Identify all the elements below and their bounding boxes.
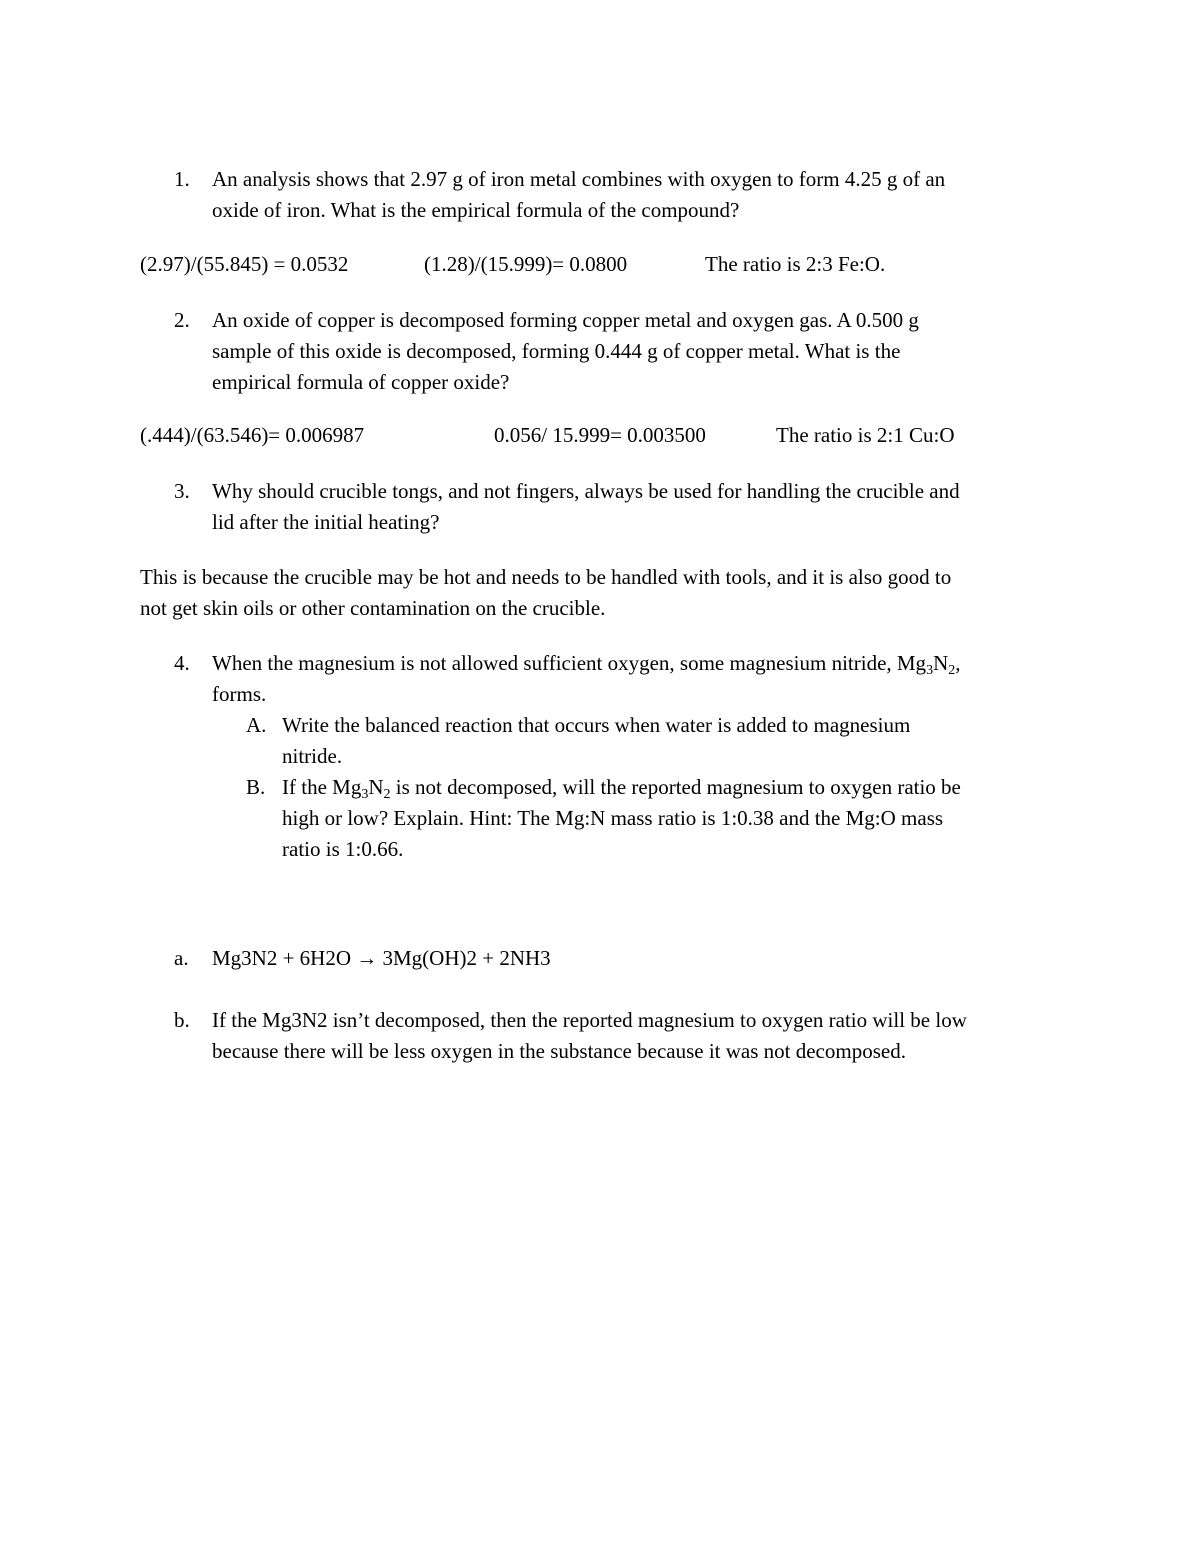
answer-3-line-1: This is because the crucible may be hot and needs to be handled with tools, and it is also good to (140, 565, 952, 589)
nitrogen-symbol: N (933, 651, 949, 675)
question-3-line-1: Why should crucible tongs, and not fingers, always be used for handling the crucible and (212, 479, 960, 503)
question-1-line-2: oxide of iron. What is the empirical formula of the compound? (212, 198, 740, 222)
question-1-line-1: An analysis shows that 2.97 g of iron metal combines with oxygen to form 4.25 g of an (212, 167, 946, 191)
answer-4b-line-2: because there will be less oxygen in the substance because it was not decomposed. (212, 1039, 906, 1063)
question-3-number: 3. (174, 479, 190, 503)
nitrogen-symbol: N (368, 775, 384, 799)
subscript-3: 3 (361, 787, 369, 802)
answer-3-line-2: not get skin oils or other contamination on the crucible. (140, 596, 606, 620)
part-b-line-1-post: is not decomposed, will the reported magnesium to oxygen ratio be (390, 775, 961, 799)
answer-4a-letter: a. (174, 946, 189, 970)
answer-4a-equation: Mg3N2 + 6H2O → 3Mg(OH)2 + 2NH3 (212, 946, 551, 970)
question-2-line-2: sample of this oxide is decomposed, forming 0.444 g of copper metal. What is the (212, 339, 901, 363)
question-4-line-2: forms. (212, 682, 267, 706)
question-4-part-b-line-2: high or low? Explain. Hint: The Mg:N mass ratio is 1:0.38 and the Mg:O mass (282, 806, 944, 830)
question-4-number: 4. (174, 651, 190, 675)
question-4-part-a-line-2: nitride. (282, 744, 343, 768)
answer-2-ratio: The ratio is 2:1 Cu:O (776, 423, 955, 447)
question-4-part-b-line-3: ratio is 1:0.66. (282, 837, 404, 861)
question-4-line-1-text: When the magnesium is not allowed sufficient oxygen, some magnesium nitride, Mg (212, 651, 927, 675)
question-4-part-b-line-1 (282, 772, 961, 803)
answer-2-calc-oxygen: 0.056/ 15.999= 0.003500 (494, 423, 706, 447)
question-4-part-b-letter: B. (246, 775, 266, 799)
part-b-line-1-pre: If the Mg (282, 775, 362, 799)
answer-1-calc-oxygen: (1.28)/(15.999)= 0.0800 (424, 252, 628, 276)
answer-1-calc-iron: (2.97)/(55.845) = 0.0532 (140, 252, 349, 276)
question-4-line-1 (212, 648, 960, 679)
question-4-part-a-letter: A. (246, 713, 267, 737)
answer-2-calc-copper: (.444)/(63.546)= 0.006987 (140, 423, 365, 447)
question-2-line-3: empirical formula of copper oxide? (212, 370, 510, 394)
subscript-2: 2 (383, 787, 391, 802)
answer-4b-letter: b. (174, 1008, 190, 1032)
question-4-part-a-line-1: Write the balanced reaction that occurs when water is added to magnesium (282, 713, 911, 737)
answer-1-ratio: The ratio is 2:3 Fe:O. (705, 252, 886, 276)
subscript-2: 2 (948, 663, 956, 678)
question-3-line-2: lid after the initial heating? (212, 510, 440, 534)
question-1-number: 1. (174, 167, 190, 191)
question-2-line-1: An oxide of copper is decomposed forming copper metal and oxygen gas. A 0.500 g (212, 308, 919, 332)
question-2-number: 2. (174, 308, 190, 332)
subscript-3: 3 (926, 663, 934, 678)
answer-4b-line-1: If the Mg3N2 isn’t decomposed, then the reported magnesium to oxygen ratio will be low (212, 1008, 967, 1032)
comma: , (955, 651, 961, 675)
